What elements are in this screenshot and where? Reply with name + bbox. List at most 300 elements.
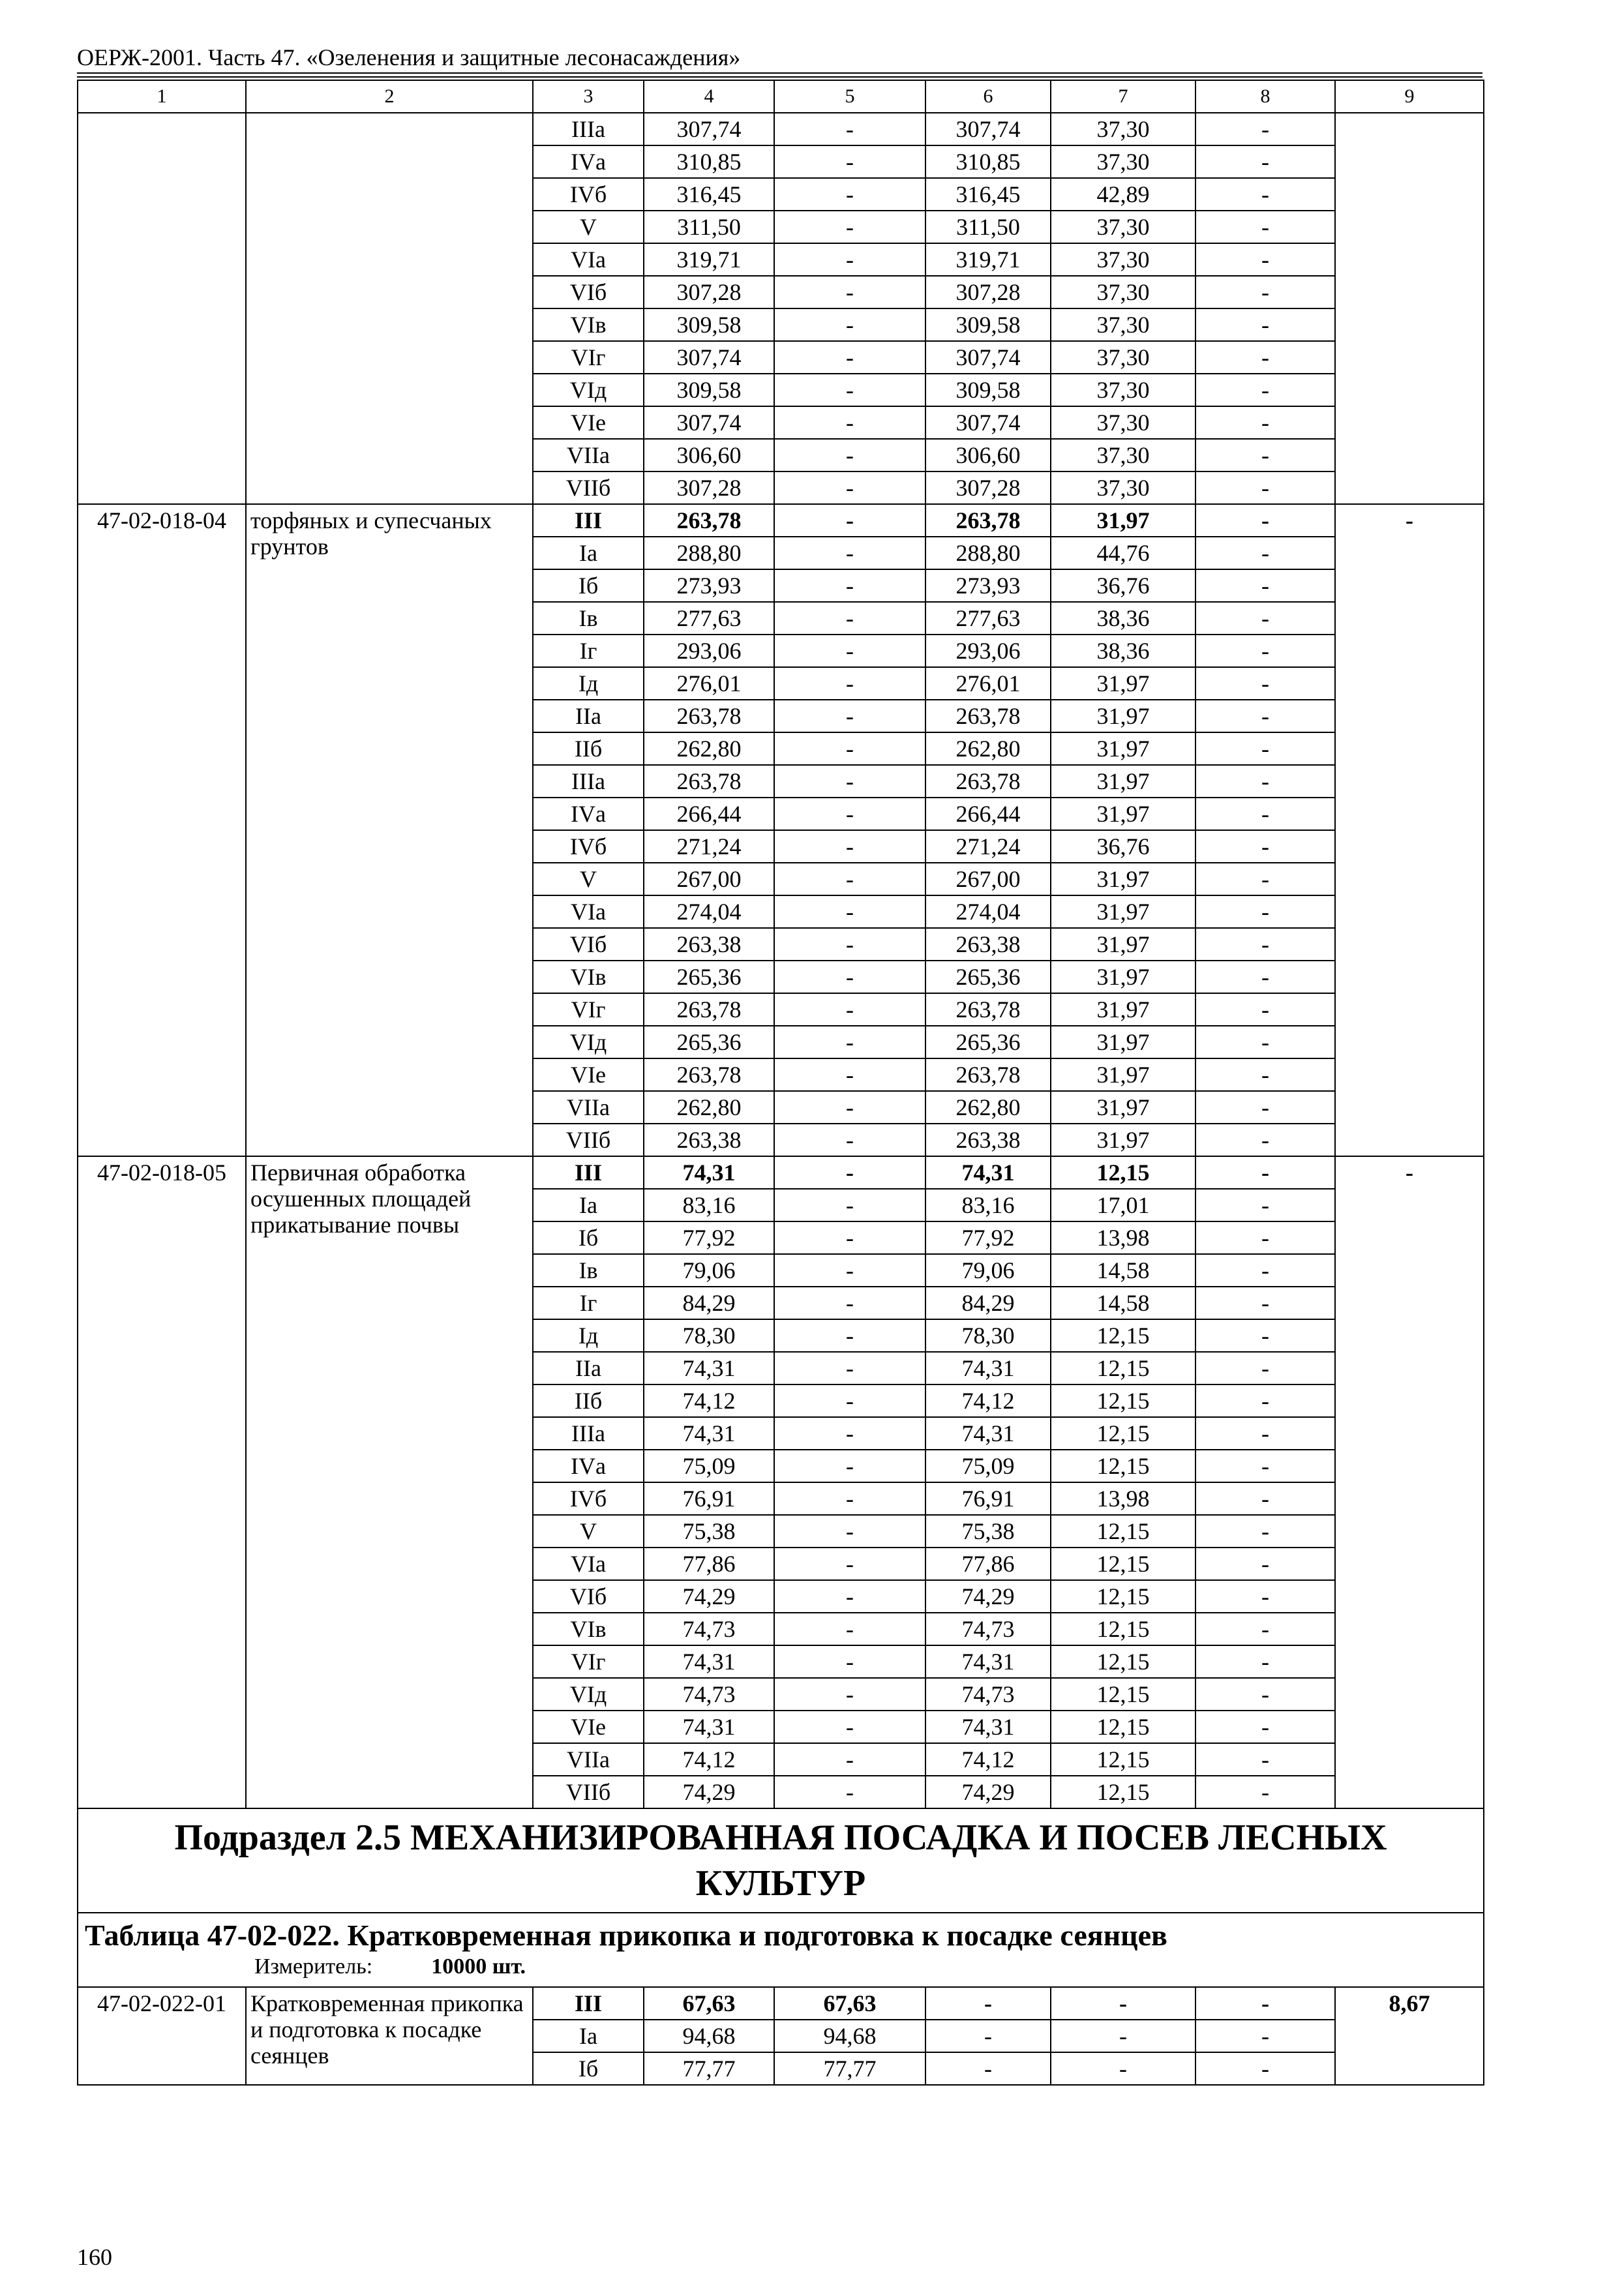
cell-c5: -	[774, 1776, 925, 1808]
cell-c3: Iа	[533, 1189, 644, 1221]
cell-c5: -	[774, 635, 925, 667]
page-number: 160	[77, 2244, 112, 2270]
cell-c7: 12,15	[1051, 1743, 1195, 1776]
cell-c7: 31,97	[1051, 667, 1195, 700]
table-row-main	[78, 1156, 1484, 1189]
cell-c8: -	[1195, 504, 1335, 537]
cell-c6: 263,38	[925, 928, 1051, 961]
cell-c8: -	[1195, 1189, 1335, 1221]
table-body-main	[78, 80, 1484, 1808]
cell-c5: 67,63	[774, 1987, 925, 2020]
table-title-cell	[78, 1913, 1484, 1987]
cell-c5: -	[774, 1384, 925, 1417]
cell-c4: 276,01	[644, 667, 774, 700]
cell-c3: Iб	[533, 2052, 644, 2085]
cell-c6: 311,50	[925, 211, 1051, 243]
cell-c7: 12,15	[1051, 1515, 1195, 1548]
cell-c6: 266,44	[925, 798, 1051, 830]
cell-c5: -	[774, 993, 925, 1026]
cell-c6: 74,12	[925, 1384, 1051, 1417]
column-number: 6	[925, 80, 1051, 113]
cell-c7: 12,15	[1051, 1319, 1195, 1352]
cell-c3: Iв	[533, 602, 644, 635]
cell-c3: IVа	[533, 145, 644, 178]
cell-c8: -	[1195, 374, 1335, 406]
cell-c7: 12,15	[1051, 1678, 1195, 1711]
table-row	[78, 113, 1484, 145]
cell-c7: -	[1051, 2052, 1195, 2085]
cell-c5: -	[774, 1287, 925, 1319]
cell-c3: VIб	[533, 1580, 644, 1613]
cell-c4: 307,74	[644, 341, 774, 374]
work-description	[246, 113, 533, 504]
cell-c3: Iа	[533, 2020, 644, 2052]
cell-c7: 36,76	[1051, 569, 1195, 602]
cell-c6: 74,29	[925, 1776, 1051, 1808]
cell-c8: -	[1195, 1221, 1335, 1254]
cell-c6: 263,78	[925, 765, 1051, 798]
cell-c8: -	[1195, 1417, 1335, 1450]
cell-c4: 288,80	[644, 537, 774, 569]
rate-code: 47-02-018-04	[78, 504, 246, 1156]
cell-c8: -	[1195, 406, 1335, 439]
cell-c7: 12,15	[1051, 1384, 1195, 1417]
column-number: 9	[1335, 80, 1484, 113]
cell-c8: -	[1195, 2052, 1335, 2085]
measure-value: 10000 шт.	[431, 1954, 526, 1979]
cell-c5: -	[774, 308, 925, 341]
cell-c7: 12,15	[1051, 1548, 1195, 1580]
cell-c7: 36,76	[1051, 830, 1195, 863]
cell-c3: IVа	[533, 798, 644, 830]
cell-c6: 319,71	[925, 243, 1051, 276]
cell-c3: VIIа	[533, 1091, 644, 1124]
cell-c5: -	[774, 765, 925, 798]
cell-c7: 38,36	[1051, 635, 1195, 667]
cell-c5: 94,68	[774, 2020, 925, 2052]
cell-c8: -	[1195, 1254, 1335, 1287]
cell-c8: -	[1195, 1058, 1335, 1091]
column-number: 4	[644, 80, 774, 113]
cell-c8: -	[1195, 1548, 1335, 1580]
cell-c4: 77,86	[644, 1548, 774, 1580]
cell-c8: -	[1195, 798, 1335, 830]
cell-c8: -	[1195, 145, 1335, 178]
column-number: 3	[533, 80, 644, 113]
cell-c7: 37,30	[1051, 406, 1195, 439]
cell-c6: 263,78	[925, 700, 1051, 732]
cell-c7: 12,15	[1051, 1352, 1195, 1384]
cell-c4: 263,78	[644, 993, 774, 1026]
column-number: 5	[774, 80, 925, 113]
cell-c6: 74,12	[925, 1743, 1051, 1776]
cell-c4: 310,85	[644, 145, 774, 178]
cell-c8: -	[1195, 1384, 1335, 1417]
cell-c5: -	[774, 928, 925, 961]
cell-c4: 74,29	[644, 1776, 774, 1808]
cell-c4: 67,63	[644, 1987, 774, 2020]
cell-c8: -	[1195, 178, 1335, 211]
cell-c4: 263,38	[644, 1124, 774, 1156]
cell-c9: -	[1335, 504, 1484, 1156]
cell-c5: -	[774, 1254, 925, 1287]
cell-c5: -	[774, 1613, 925, 1645]
cell-c5: -	[774, 1156, 925, 1189]
cell-c4: 75,09	[644, 1450, 774, 1482]
cell-c7: 31,97	[1051, 700, 1195, 732]
cell-c6: 74,73	[925, 1678, 1051, 1711]
cell-c7: 37,30	[1051, 341, 1195, 374]
cell-c6: 307,74	[925, 406, 1051, 439]
rate-code: 47-02-018-05	[78, 1156, 246, 1808]
cell-c5: -	[774, 1548, 925, 1580]
cell-c5: -	[774, 1189, 925, 1221]
work-description: торфяных и супесчаных грунтов	[246, 504, 533, 1156]
cell-c7: 12,15	[1051, 1417, 1195, 1450]
cell-c3: VIе	[533, 1711, 644, 1743]
cell-c7: 14,58	[1051, 1287, 1195, 1319]
cell-c6: 74,29	[925, 1580, 1051, 1613]
cell-c8: -	[1195, 1743, 1335, 1776]
cell-c5: 77,77	[774, 2052, 925, 2085]
rates-table	[77, 80, 1484, 2086]
cell-c8: -	[1195, 537, 1335, 569]
cell-c5: -	[774, 471, 925, 504]
cell-c5: -	[774, 406, 925, 439]
cell-c3: VIIа	[533, 1743, 644, 1776]
cell-c5: -	[774, 1026, 925, 1058]
cell-c6: 276,01	[925, 667, 1051, 700]
cell-c7: 31,97	[1051, 895, 1195, 928]
cell-c8: -	[1195, 471, 1335, 504]
cell-c8: -	[1195, 243, 1335, 276]
cell-c8: -	[1195, 1645, 1335, 1678]
cell-c6: 74,31	[925, 1352, 1051, 1384]
cell-c3: VIIб	[533, 471, 644, 504]
cell-c5: -	[774, 895, 925, 928]
cell-c5: -	[774, 1450, 925, 1482]
cell-c4: 267,00	[644, 863, 774, 895]
cell-c8: -	[1195, 1580, 1335, 1613]
cell-c6: 263,78	[925, 1058, 1051, 1091]
cell-c5: -	[774, 211, 925, 243]
cell-c8: -	[1195, 1776, 1335, 1808]
cell-c3: V	[533, 211, 644, 243]
cell-c7: 12,15	[1051, 1776, 1195, 1808]
cell-c6: 273,93	[925, 569, 1051, 602]
cell-c8: -	[1195, 439, 1335, 471]
cell-c4: 263,78	[644, 700, 774, 732]
cell-c7: 31,97	[1051, 504, 1195, 537]
cell-c6: 74,31	[925, 1417, 1051, 1450]
cell-c3: IVа	[533, 1450, 644, 1482]
cell-c4: 307,74	[644, 113, 774, 145]
cell-c6: 79,06	[925, 1254, 1051, 1287]
cell-c6: 77,86	[925, 1548, 1051, 1580]
table-row-main	[78, 1987, 1484, 2020]
cell-c8: -	[1195, 732, 1335, 765]
column-number: 2	[246, 80, 533, 113]
cell-c6: 76,91	[925, 1482, 1051, 1515]
cell-c4: 76,91	[644, 1482, 774, 1515]
cell-c6: 84,29	[925, 1287, 1051, 1319]
table-body-second	[78, 1987, 1484, 2085]
cell-c6: 75,09	[925, 1450, 1051, 1482]
cell-c4: 74,31	[644, 1645, 774, 1678]
cell-c3: VIв	[533, 1613, 644, 1645]
cell-c4: 74,29	[644, 1580, 774, 1613]
cell-c8: -	[1195, 863, 1335, 895]
page-header: ОЕРЖ-2001. Часть 47. «Озеленения и защитные лесонасаждения»	[77, 44, 741, 70]
cell-c6: 265,36	[925, 961, 1051, 993]
cell-c8: -	[1195, 1319, 1335, 1352]
cell-c4: 274,04	[644, 895, 774, 928]
cell-c3: VIIб	[533, 1776, 644, 1808]
cell-c8: -	[1195, 211, 1335, 243]
cell-c3: VIв	[533, 308, 644, 341]
cell-c5: -	[774, 830, 925, 863]
work-description: Кратковременная прикопка и подготовка к посадке сеянцев	[246, 1987, 533, 2085]
cell-c8: -	[1195, 961, 1335, 993]
cell-c3: VIе	[533, 1058, 644, 1091]
cell-c3: IIIа	[533, 113, 644, 145]
cell-c6: 262,80	[925, 1091, 1051, 1124]
cell-c5: -	[774, 667, 925, 700]
cell-c3: Iд	[533, 667, 644, 700]
cell-c4: 266,44	[644, 798, 774, 830]
cell-c7: 14,58	[1051, 1254, 1195, 1287]
cell-c8: -	[1195, 1124, 1335, 1156]
cell-c3: IIа	[533, 700, 644, 732]
cell-c7: 37,30	[1051, 439, 1195, 471]
cell-c3: Iд	[533, 1319, 644, 1352]
cell-c4: 75,38	[644, 1515, 774, 1548]
cell-c6: 265,36	[925, 1026, 1051, 1058]
cell-c5: -	[774, 243, 925, 276]
cell-c4: 263,78	[644, 1058, 774, 1091]
cell-c4: 83,16	[644, 1189, 774, 1221]
cell-c4: 74,12	[644, 1743, 774, 1776]
cell-c6: 263,38	[925, 1124, 1051, 1156]
cell-c8: -	[1195, 830, 1335, 863]
cell-c4: 309,58	[644, 308, 774, 341]
cell-c6: 293,06	[925, 635, 1051, 667]
cell-c3: IVб	[533, 1482, 644, 1515]
cell-c5: -	[774, 961, 925, 993]
cell-c8: -	[1195, 602, 1335, 635]
cell-c7: 31,97	[1051, 1124, 1195, 1156]
cell-c7: 37,30	[1051, 113, 1195, 145]
cell-c3: Iа	[533, 537, 644, 569]
cell-c8: -	[1195, 1987, 1335, 2020]
column-number: 8	[1195, 80, 1335, 113]
cell-c5: -	[774, 1091, 925, 1124]
cell-c4: 309,58	[644, 374, 774, 406]
cell-c8: -	[1195, 993, 1335, 1026]
cell-c7: 42,89	[1051, 178, 1195, 211]
cell-c7: 37,30	[1051, 471, 1195, 504]
cell-c7: 12,15	[1051, 1450, 1195, 1482]
cell-c7: -	[1051, 1987, 1195, 2020]
table-body-section	[78, 1808, 1484, 1987]
cell-c7: 31,97	[1051, 863, 1195, 895]
cell-c6: 74,31	[925, 1645, 1051, 1678]
cell-c7: -	[1051, 2020, 1195, 2052]
cell-c6: 307,28	[925, 471, 1051, 504]
cell-c8: -	[1195, 2020, 1335, 2052]
cell-c4: 74,73	[644, 1678, 774, 1711]
cell-c7: 31,97	[1051, 1026, 1195, 1058]
cell-c8: -	[1195, 341, 1335, 374]
cell-c3: VIд	[533, 374, 644, 406]
cell-c4: 74,73	[644, 1613, 774, 1645]
cell-c3: VIд	[533, 1678, 644, 1711]
cell-c8: -	[1195, 765, 1335, 798]
cell-c5: -	[774, 145, 925, 178]
cell-c4: 277,63	[644, 602, 774, 635]
cell-c5: -	[774, 798, 925, 830]
cell-c3: V	[533, 863, 644, 895]
cell-c7: 31,97	[1051, 993, 1195, 1026]
cell-c4: 307,74	[644, 406, 774, 439]
cell-c4: 263,78	[644, 504, 774, 537]
cell-c3: IIа	[533, 1352, 644, 1384]
cell-c8: -	[1195, 1156, 1335, 1189]
table-title: Таблица 47-02-022. Кратковременная прикопка и подготовка к посадке сеянцев	[85, 1919, 1167, 1952]
cell-c6: 78,30	[925, 1319, 1051, 1352]
cell-c5: -	[774, 1711, 925, 1743]
cell-c4: 273,93	[644, 569, 774, 602]
cell-c6: 74,31	[925, 1711, 1051, 1743]
cell-c4: 263,78	[644, 765, 774, 798]
cell-c7: 13,98	[1051, 1221, 1195, 1254]
cell-c7: 12,15	[1051, 1613, 1195, 1645]
cell-c5: -	[774, 341, 925, 374]
cell-c6: 262,80	[925, 732, 1051, 765]
cell-c3: VIе	[533, 406, 644, 439]
cell-c8: -	[1195, 1287, 1335, 1319]
cell-c3: VIг	[533, 341, 644, 374]
cell-c8: -	[1195, 113, 1335, 145]
cell-c4: 265,36	[644, 1026, 774, 1058]
cell-c7: 31,97	[1051, 798, 1195, 830]
work-description: Первичная обработка осушенных площадей прикатывание почвы	[246, 1156, 533, 1808]
cell-c5: -	[774, 1417, 925, 1450]
subsection-row	[78, 1808, 1484, 1913]
cell-c4: 78,30	[644, 1319, 774, 1352]
cell-c6: 309,58	[925, 374, 1051, 406]
cell-c4: 262,80	[644, 1091, 774, 1124]
cell-c7: 37,30	[1051, 308, 1195, 341]
cell-c7: 12,15	[1051, 1645, 1195, 1678]
cell-c4: 311,50	[644, 211, 774, 243]
cell-c8: -	[1195, 1711, 1335, 1743]
cell-c5: -	[774, 1645, 925, 1678]
cell-c8: -	[1195, 1091, 1335, 1124]
cell-c4: 77,92	[644, 1221, 774, 1254]
cell-c5: -	[774, 602, 925, 635]
column-number: 1	[78, 80, 246, 113]
cell-c8: -	[1195, 276, 1335, 308]
cell-c6: 277,63	[925, 602, 1051, 635]
cell-c3: VIа	[533, 243, 644, 276]
cell-c4: 74,31	[644, 1417, 774, 1450]
cell-c8: -	[1195, 569, 1335, 602]
table-row-main	[78, 504, 1484, 537]
cell-c3: VIд	[533, 1026, 644, 1058]
cell-c3: VIа	[533, 1548, 644, 1580]
cell-c4: 94,68	[644, 2020, 774, 2052]
cell-c4: 307,28	[644, 471, 774, 504]
cell-c6: 263,78	[925, 993, 1051, 1026]
cell-c3: VIб	[533, 276, 644, 308]
cell-c4: 293,06	[644, 635, 774, 667]
cell-c3: Iб	[533, 569, 644, 602]
cell-c6: 288,80	[925, 537, 1051, 569]
cell-c3: IIб	[533, 1384, 644, 1417]
cell-c7: 31,97	[1051, 928, 1195, 961]
cell-c6: 309,58	[925, 308, 1051, 341]
cell-c7: 13,98	[1051, 1482, 1195, 1515]
cell-c8: -	[1195, 308, 1335, 341]
cell-c7: 37,30	[1051, 145, 1195, 178]
cell-c9: 8,67	[1335, 1987, 1484, 2085]
cell-c7: 17,01	[1051, 1189, 1195, 1221]
cell-c4: 84,29	[644, 1287, 774, 1319]
cell-c6: 74,31	[925, 1156, 1051, 1189]
cell-c4: 319,71	[644, 243, 774, 276]
cell-c4: 74,31	[644, 1711, 774, 1743]
cell-c8: -	[1195, 895, 1335, 928]
cell-c6: 267,00	[925, 863, 1051, 895]
cell-c6: 310,85	[925, 145, 1051, 178]
cell-c3: IVб	[533, 830, 644, 863]
subsection-title: Подраздел 2.5 МЕХАНИЗИРОВАННАЯ ПОСАДКА И ПОСЕВ ЛЕСНЫХ КУЛЬТУР	[78, 1808, 1484, 1913]
cell-c5: -	[774, 537, 925, 569]
cell-c7: 31,97	[1051, 732, 1195, 765]
cell-c3: VIа	[533, 895, 644, 928]
cell-c3: Iг	[533, 1287, 644, 1319]
cell-c7: 38,36	[1051, 602, 1195, 635]
cell-c3: Iб	[533, 1221, 644, 1254]
cell-c3: IIIа	[533, 1417, 644, 1450]
cell-c5: -	[774, 863, 925, 895]
rate-code	[78, 113, 246, 504]
cell-c4: 77,77	[644, 2052, 774, 2085]
cell-c5: -	[774, 1678, 925, 1711]
cell-c5: -	[774, 1482, 925, 1515]
cell-c3: IVб	[533, 178, 644, 211]
cell-c8: -	[1195, 1450, 1335, 1482]
cell-c3: VIг	[533, 993, 644, 1026]
cell-c6: 307,28	[925, 276, 1051, 308]
cell-c7: 31,97	[1051, 1058, 1195, 1091]
cell-c4: 74,31	[644, 1156, 774, 1189]
cell-c7: 37,30	[1051, 276, 1195, 308]
cell-c7: 31,97	[1051, 1091, 1195, 1124]
cell-c4: 74,12	[644, 1384, 774, 1417]
cell-c5: -	[774, 439, 925, 471]
cell-c6: 74,73	[925, 1613, 1051, 1645]
cell-c5: -	[774, 276, 925, 308]
cell-c8: -	[1195, 1352, 1335, 1384]
cell-c6: 271,24	[925, 830, 1051, 863]
cell-c3: Iв	[533, 1254, 644, 1287]
cell-c3: IIб	[533, 732, 644, 765]
cell-c8: -	[1195, 1482, 1335, 1515]
table-title-row	[78, 1913, 1484, 1987]
cell-c3: III	[533, 504, 644, 537]
